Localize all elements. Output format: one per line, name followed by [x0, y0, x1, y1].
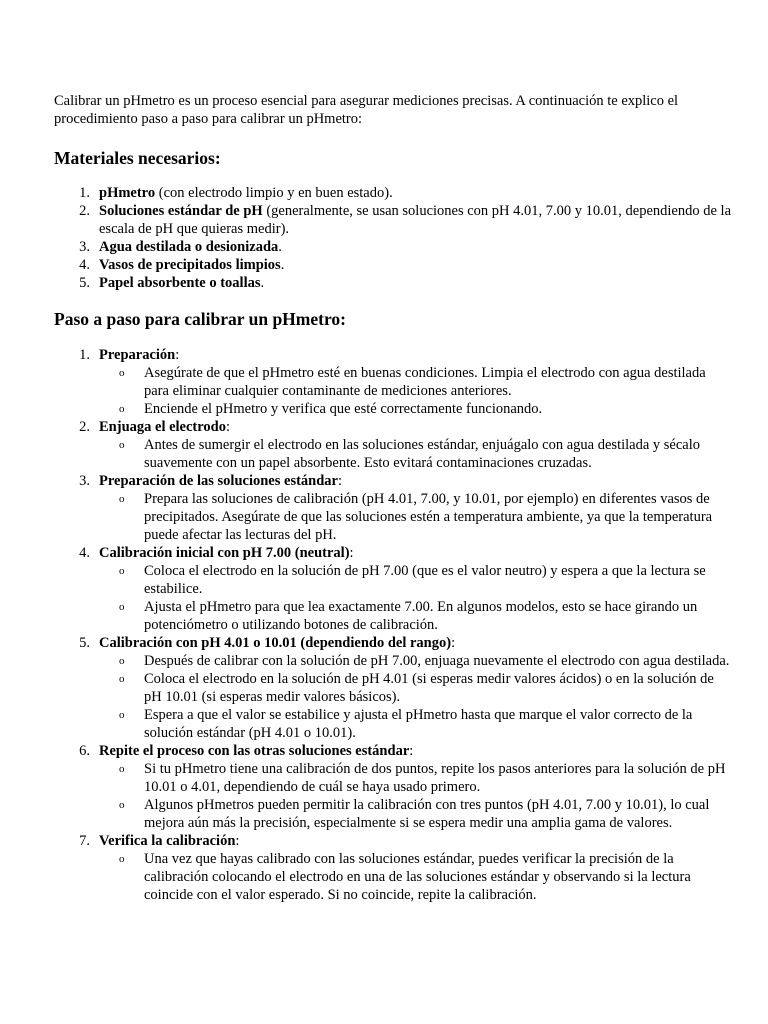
bullet-icon: o: [119, 601, 125, 613]
material-item: [54, 274, 734, 292]
list-number: 4.: [79, 545, 90, 561]
bullet-icon: o: [119, 853, 125, 865]
material-item: [54, 184, 734, 202]
step-subitem-text: Asegúrate de que el pHmetro esté en buenas condiciones. Limpia el electrodo con agua destilada para eliminar cualquier contaminante de mediciones anteriores.: [144, 365, 706, 399]
step-sublist: [99, 760, 734, 832]
step-subitem-text: Después de calibrar con la solución de pH 7.00, enjuaga nuevamente el electrodo con agua destilada.: [144, 653, 730, 669]
step-subitem-text: Prepara las soluciones de calibración (pH 4.01, 7.00, y 10.01, por ejemplo) en diferentes vasos de precipitados. Asegúrate de que las soluciones estén a temperatura ambiente, ya que la temperatura puede afectar las lecturas del pH.: [144, 491, 713, 543]
step-subitem: [99, 670, 734, 706]
step-title: Calibración con pH 4.01 o 10.01 (dependiendo del rango): [99, 635, 452, 651]
list-number: 3.: [79, 239, 90, 255]
bullet-icon: o: [119, 763, 125, 775]
step-subitem: [99, 760, 734, 796]
step-subitem-text: Enciende el pHmetro y verifica que esté correctamente funcionando.: [144, 401, 543, 417]
step-sublist: [99, 364, 734, 418]
step-colon: :: [226, 419, 231, 435]
list-number: 2.: [79, 203, 90, 219]
list-number: 1.: [79, 185, 90, 201]
step-sublist: [99, 436, 734, 472]
list-number: 4.: [79, 257, 90, 273]
step-subitem: [99, 598, 734, 634]
step-subitem-text: Antes de sumergir el electrodo en las soluciones estándar, enjuágalo con agua destilada y sécalo suavemente con un papel absorbente. Esto evitará contaminaciones cruzadas.: [144, 437, 700, 471]
material-name: pHmetro: [99, 185, 156, 201]
step-title: Preparación: [99, 347, 176, 363]
step-sublist: [99, 562, 734, 634]
step-subitem: [99, 400, 734, 418]
step-item: [54, 544, 734, 634]
list-number: 1.: [79, 347, 90, 363]
list-number: 6.: [79, 743, 90, 759]
step-colon: :: [409, 743, 414, 759]
step-subitem-text: Espera a que el valor se estabilice y ajusta el pHmetro hasta que marque el valor correcto de la solución estándar (pH 4.01 o 10.01).: [144, 707, 693, 741]
list-number: 5.: [79, 635, 90, 651]
material-detail: (generalmente, se usan soluciones con pH 4.01, 7.00 y 10.01, dependiendo de la escala de pH que quieras medir).: [99, 203, 732, 237]
step-colon: :: [349, 545, 354, 561]
bullet-icon: o: [119, 565, 125, 577]
step-subitem-text: Una vez que hayas calibrado con las soluciones estándar, puedes verificar la precisión de la calibración colocando el electrodo en una de las soluciones estándar y observando si la lectura coincide con el valor esperado. Si no coincide, repite la calibración.: [144, 851, 691, 903]
step-subitem: [99, 652, 734, 670]
step-sublist: [99, 850, 734, 904]
material-name: Soluciones estándar de pH: [99, 203, 263, 219]
materials-list: [54, 184, 734, 292]
material-item: [54, 238, 734, 256]
list-number: 7.: [79, 833, 90, 849]
step-subitem: [99, 850, 734, 904]
document-page: [54, 92, 734, 904]
step-item: [54, 742, 734, 832]
bullet-icon: o: [119, 367, 125, 379]
step-subitem-text: Coloca el electrodo en la solución de pH 4.01 (si esperas medir valores ácidos) o en la solución de pH 10.01 (si esperas medir valores básicos).: [144, 671, 714, 705]
materials-heading: Materiales necesarios:: [54, 148, 221, 168]
material-detail: .: [278, 239, 282, 255]
step-item: [54, 418, 734, 472]
bullet-icon: o: [119, 673, 125, 685]
step-title: Verifica la calibración: [99, 833, 236, 849]
step-subitem: [99, 490, 734, 544]
step-subitem-text: Si tu pHmetro tiene una calibración de dos puntos, repite los pasos anteriores para la solución de pH 10.01 o 4.01, dependiendo de cuál se haya usado primero.: [144, 761, 726, 795]
step-subitem: [99, 364, 734, 400]
step-subitem-text: Algunos pHmetros pueden permitir la calibración con tres puntos (pH 4.01, 7.00 y 10.01), lo cual mejora aún más la precisión, especialmente si se espera medir una amplia gama de valores.: [144, 797, 710, 831]
step-subitem-text: Ajusta el pHmetro para que lea exactamente 7.00. En algunos modelos, esto se hace girando un potenciómetro o utilizando botones de calibración.: [144, 599, 698, 633]
material-detail: .: [260, 275, 265, 291]
step-title: Enjuaga el electrodo: [99, 419, 226, 435]
material-name: Agua destilada o desionizada: [99, 239, 279, 255]
list-number: 5.: [79, 275, 90, 291]
bullet-icon: o: [119, 403, 125, 415]
step-item: [54, 472, 734, 544]
material-item: [54, 256, 734, 274]
step-item: [54, 634, 734, 742]
step-subitem: [99, 562, 734, 598]
step-item: [54, 832, 734, 904]
step-sublist: [99, 490, 734, 544]
list-number: 3.: [79, 473, 90, 489]
material-detail: .: [280, 257, 285, 273]
bullet-icon: o: [119, 493, 125, 505]
step-title: Preparación de las soluciones estándar: [99, 473, 338, 489]
step-subitem-text: Coloca el electrodo en la solución de pH 7.00 (que es el valor neutro) y espera a que la lectura se estabilice.: [144, 563, 706, 597]
material-detail: (con electrodo limpio y en buen estado).: [155, 185, 393, 201]
bullet-icon: o: [119, 655, 125, 667]
step-colon: :: [175, 347, 180, 363]
material-item: [54, 202, 734, 238]
steps-heading: Paso a paso para calibrar un pHmetro:: [54, 309, 346, 329]
material-name: Vasos de precipitados limpios: [99, 257, 281, 273]
step-sublist: [99, 652, 734, 742]
step-subitem: [99, 796, 734, 832]
list-number: 2.: [79, 419, 90, 435]
step-subitem: [99, 436, 734, 472]
bullet-icon: o: [119, 439, 125, 451]
step-title: Repite el proceso con las otras soluciones estándar: [99, 743, 410, 759]
step-item: [54, 346, 734, 418]
bullet-icon: o: [119, 709, 125, 721]
step-subitem: [99, 706, 734, 742]
bullet-icon: o: [119, 799, 125, 811]
step-colon: :: [451, 635, 456, 651]
step-colon: :: [235, 833, 240, 849]
steps-list: [54, 346, 734, 904]
intro-paragraph: Calibrar un pHmetro es un proceso esencial para asegurar mediciones precisas. A continuación te explico el procedimiento paso a paso para calibrar un pHmetro:: [54, 93, 679, 127]
material-name: Papel absorbente o toallas: [99, 275, 261, 291]
step-colon: :: [337, 473, 343, 489]
step-title: Calibración inicial con pH 7.00 (neutral): [99, 545, 350, 561]
